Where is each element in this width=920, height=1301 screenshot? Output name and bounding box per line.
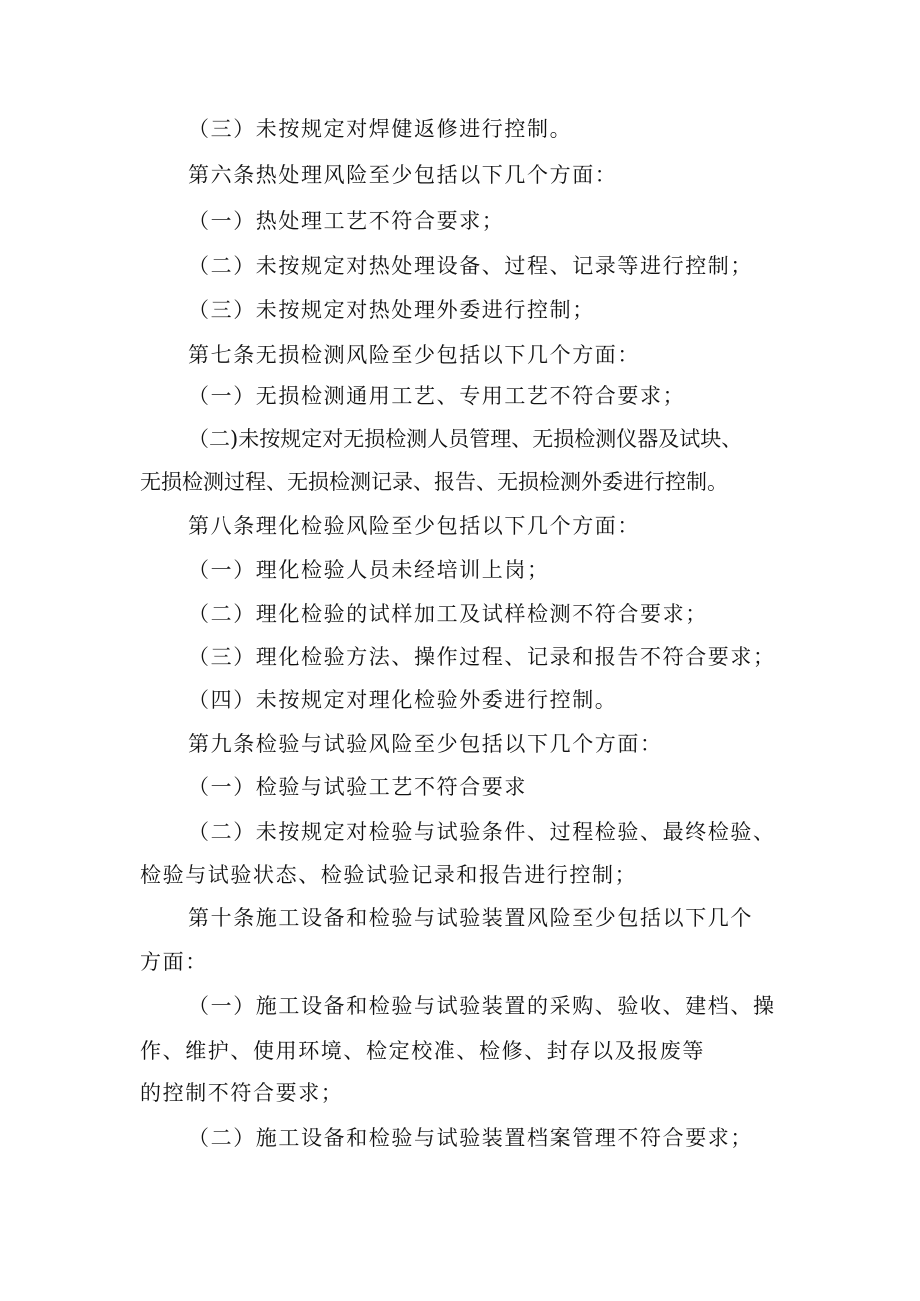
article-heading: 第七条无损检测风险至少包括以下几个方面：: [188, 343, 640, 367]
text-line: （二）未按规定对检验与试验条件、过程检验、最终检验、: [188, 820, 776, 844]
text-line: （一）理化检验人员未经培训上岗；: [188, 558, 550, 582]
article-heading: 第十条施工设备和检验与试验装置风险至少包括以下几个: [188, 906, 753, 930]
text-line: （一）无损检测通用工艺、专用工艺不符合要求；: [188, 384, 686, 408]
text-line: 方面：: [140, 950, 208, 974]
article-heading: 第六条热处理风险至少包括以下几个方面：: [188, 163, 618, 187]
text-line: 作、维护、使用环境、检定校准、检修、封存以及报废等: [140, 1039, 705, 1063]
text-line: （三）未按规定对焊健返修进行控制。: [188, 117, 573, 141]
article-heading: 第九条检验与试验风险至少包括以下几个方面：: [188, 732, 663, 756]
text-line: （一）热处理工艺不符合要求；: [188, 209, 505, 233]
text-line: （一）检验与试验工艺不符合要求: [188, 775, 527, 799]
text-line: （二)未按规定对无损检测人员管理、无损检测仪器及试块、: [188, 427, 743, 451]
text-line: （二）理化检验的试样加工及试样检测不符合要求；: [188, 602, 708, 626]
text-line: 的控制不符合要求；: [140, 1081, 344, 1105]
text-line: （三）理化检验方法、操作过程、记录和报告不符合要求；: [188, 645, 776, 669]
text-line: （四）未按规定对理化检验外委进行控制。: [188, 688, 618, 712]
text-line: （二）未按规定对热处理设备、过程、记录等进行控制；: [188, 254, 753, 278]
text-line: （三）未按规定对热处理外委进行控制；: [188, 298, 595, 322]
text-line: 检验与试验状态、检验试验记录和报告进行控制；: [140, 863, 638, 887]
article-heading: 第八条理化检验风险至少包括以下几个方面：: [188, 514, 640, 538]
text-line: （一）施工设备和检验与试验装置的采购、验收、建档、操: [188, 994, 776, 1018]
text-line: 无损检测过程、无损检测记录、报告、无损检测外委进行控制。: [140, 470, 728, 494]
text-line: （二）施工设备和检验与试验装置档案管理不符合要求；: [188, 1126, 753, 1150]
